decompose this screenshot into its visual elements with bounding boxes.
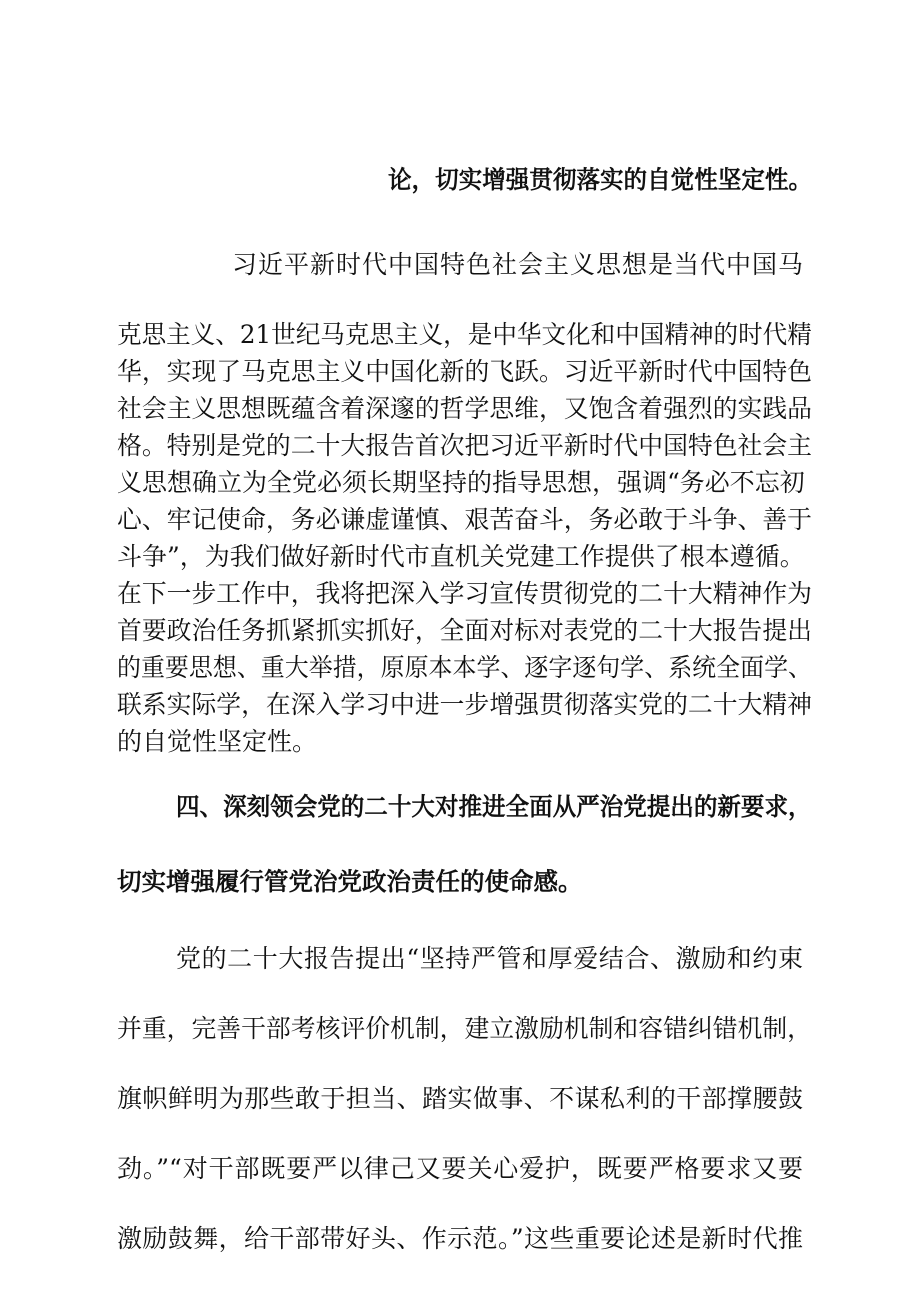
paragraph-line: 习近平新时代中国特色社会主义思想是当代中国马: [232, 250, 803, 279]
paragraph-line: 义思想确立为全党必须长期坚持的指导思想，强调“务必不忘初: [117, 468, 805, 497]
paragraph-line: 的自觉性坚定性。: [117, 727, 318, 756]
paragraph-line: 华，实现了马克思主义中国化新的飞跃。习近平新时代中国特色: [117, 357, 813, 386]
paragraph-line: 旗帜鲜明为那些敢于担当、踏实做事、不谋私利的干部撑腰鼓: [117, 1084, 803, 1113]
paragraph-line: 并重，完善干部考核评价机制，建立激励机制和容错纠错机制，: [117, 1014, 813, 1043]
paragraph-line: 社会主义思想既蕴含着深邃的哲学思维，又饱含着强烈的实践品: [117, 394, 813, 423]
paragraph-line: 克思主义、21世纪马克思主义，是中华文化和中国精神的时代精: [117, 320, 812, 349]
paragraph-line: 心、牢记使命，务必谦虚谨慎、艰苦奋斗，务必敢于斗争、善于: [117, 505, 813, 534]
paragraph-line: 党的二十大报告提出“坚持严管和厚爱结合、激励和约束: [176, 944, 803, 973]
paragraph-line: 斗争”，为我们做好新时代市直机关党建工作提供了根本遵循。: [117, 542, 805, 571]
heading-3-continuation: 论，切实增强贯彻落实的自觉性坚定性。: [388, 165, 812, 194]
paragraph-line: 的重要思想、重大举措，原原本本学、逐字逐句学、系统全面学、: [117, 653, 813, 682]
paragraph-line: 在下一步工作中，我将把深入学习宣传贯彻党的二十大精神作为: [117, 579, 813, 608]
section-heading-4-continuation: 切实增强履行管党治党政治责任的使命感。: [117, 867, 583, 896]
paragraph-line: 激励鼓舞，给干部带好头、作示范。”这些重要论述是新时代推: [117, 1224, 803, 1253]
paragraph-line: 格。特别是党的二十大报告首次把习近平新时代中国特色社会主: [117, 431, 813, 460]
section-heading-4: 四、深刻领会党的二十大对推进全面从严治党提出的新要求，: [176, 792, 812, 821]
paragraph-line: 首要政治任务抓紧抓实抓好，全面对标对表党的二十大报告提出: [117, 616, 813, 645]
paragraph-line: 劲。”“对干部既要严以律己又要关心爱护，既要严格要求又要: [117, 1154, 803, 1183]
paragraph-line: 联系实际学，在深入学习中进一步增强贯彻落实党的二十大精神: [117, 690, 813, 719]
